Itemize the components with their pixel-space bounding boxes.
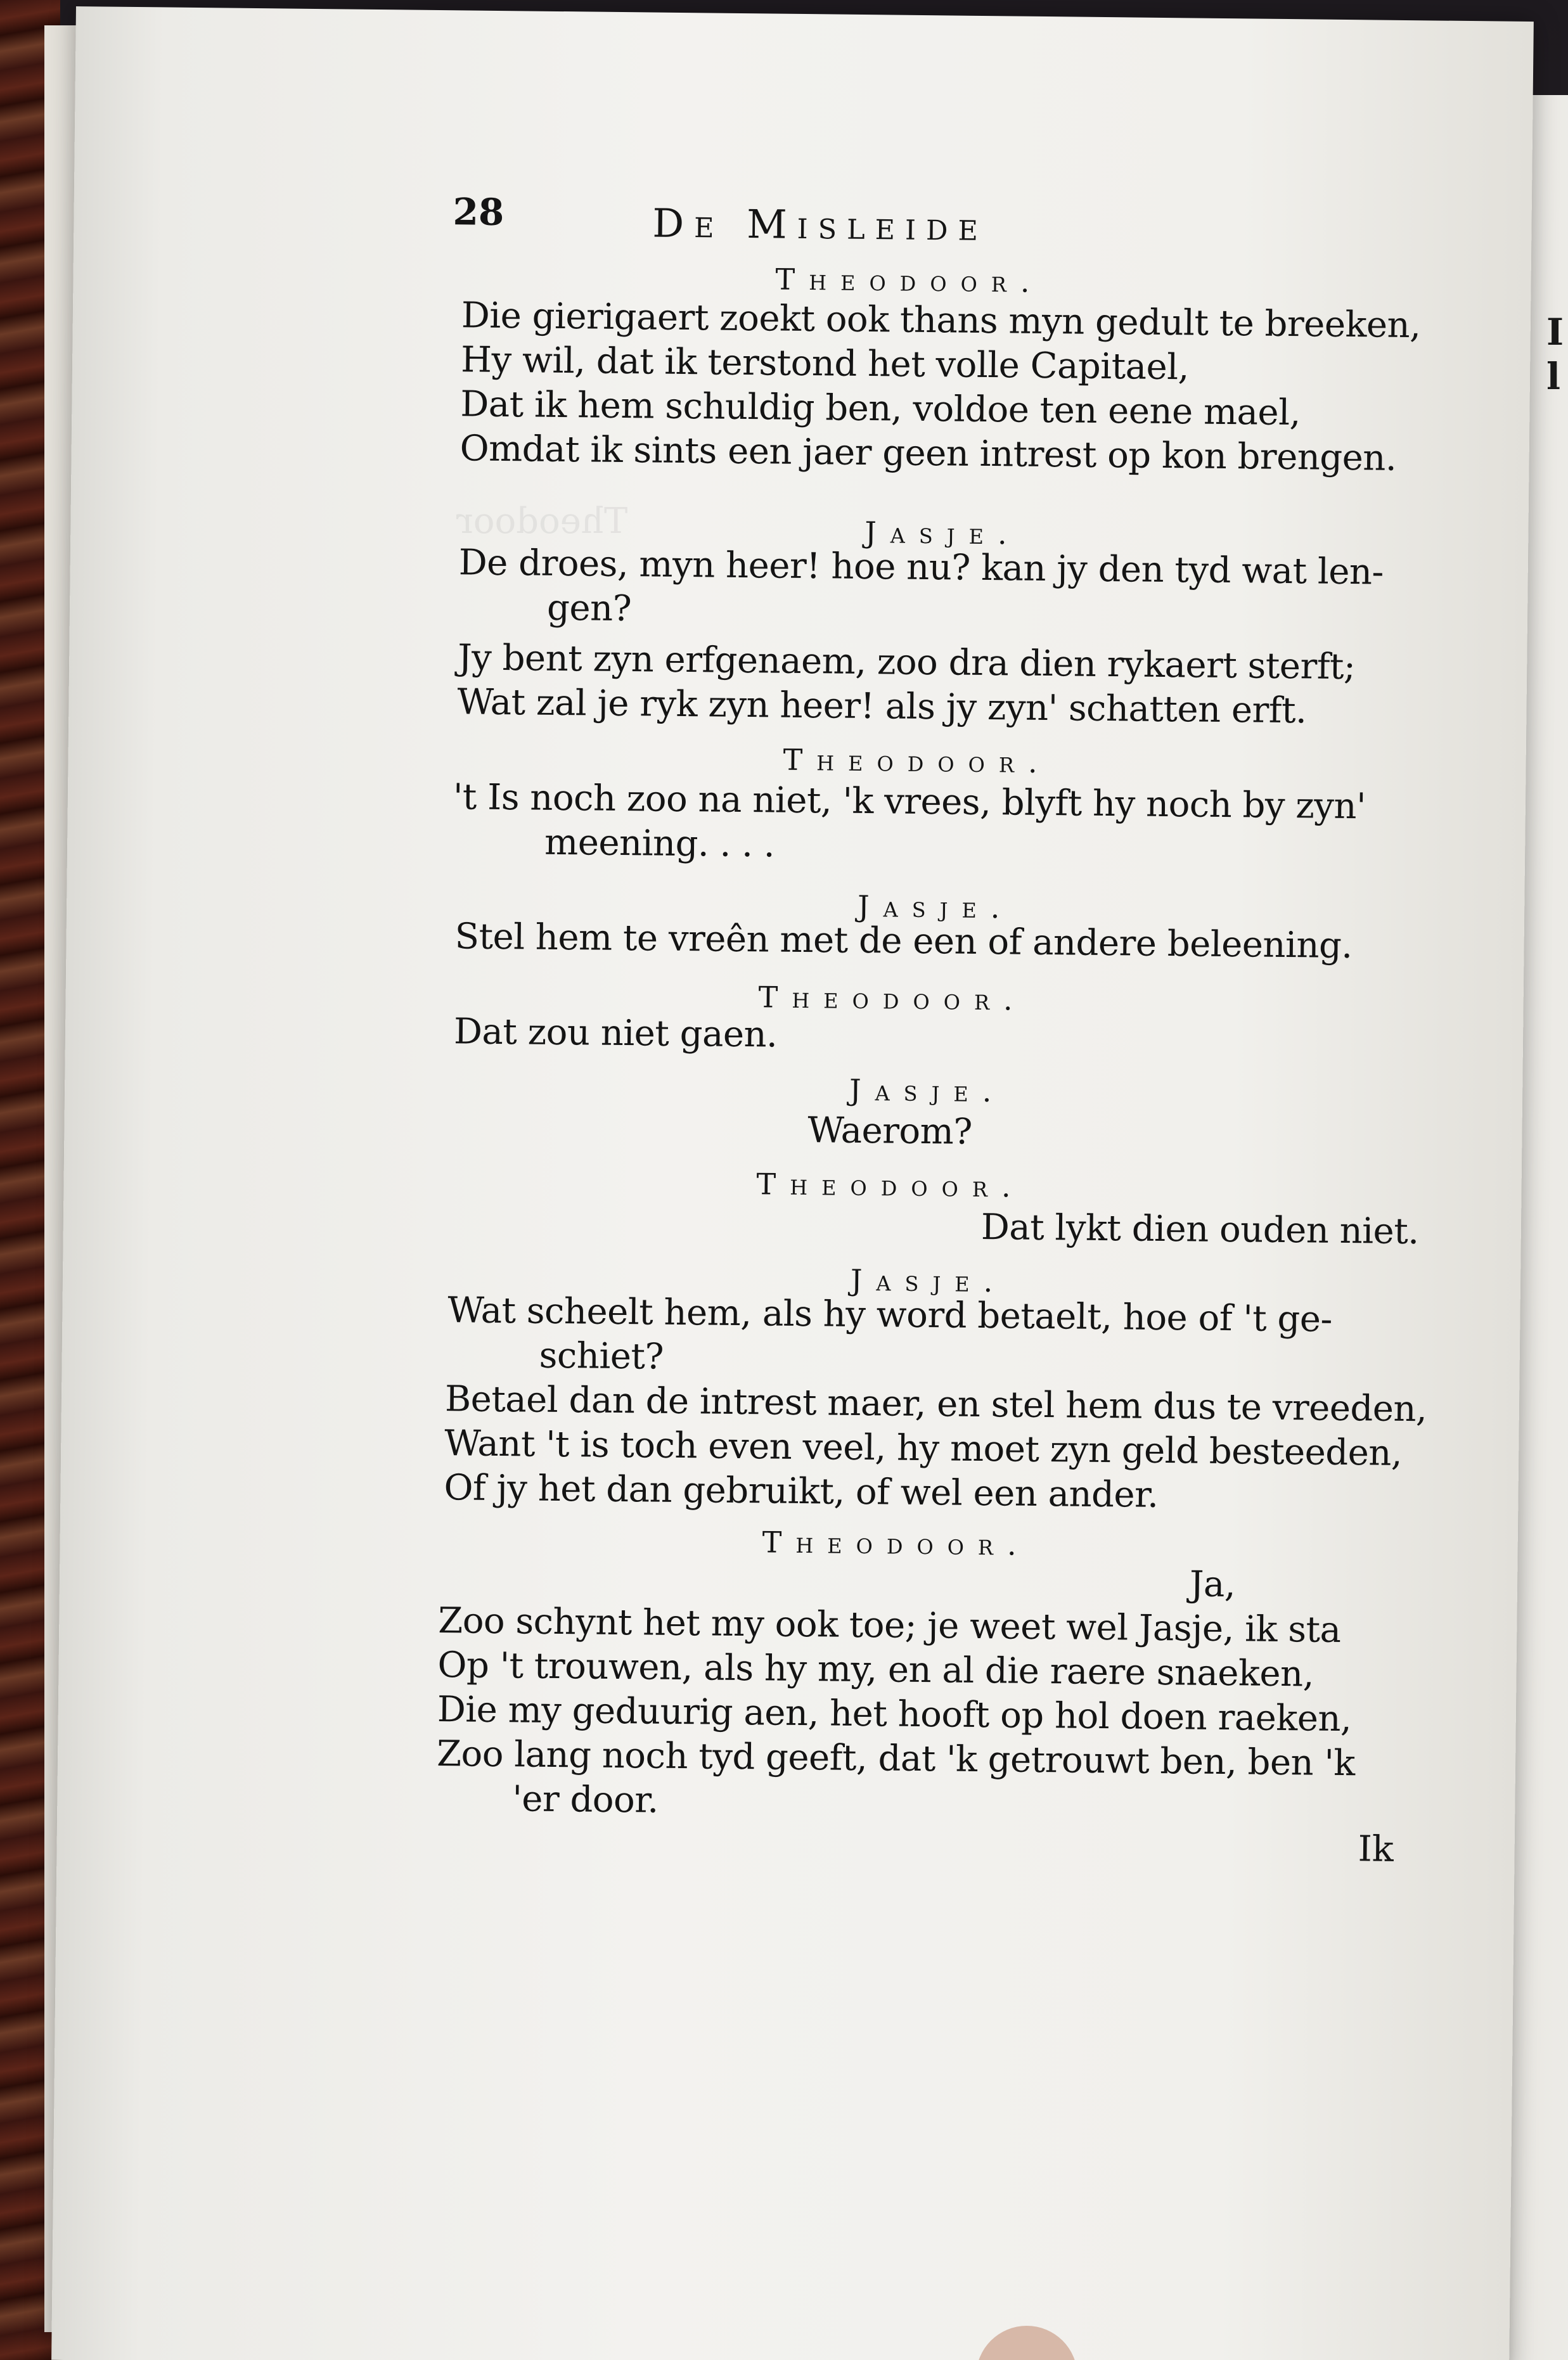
verse-line: Hy wil, dat ik terstond het volle Capitael,	[460, 339, 1190, 388]
verse-line: Ja,	[1189, 1563, 1236, 1606]
verse-line: Dat ik hem schuldig ben, voldoe ten eene mael,	[460, 383, 1301, 434]
verse-line: 'er door.	[512, 1778, 659, 1821]
verse-line: Die my geduurig aen, het hooft op hol doen raeken,	[437, 1689, 1352, 1740]
facing-page-fragment: l	[1546, 355, 1561, 398]
verse-line: Zoo lang noch tyd geeft, dat 'k getrouwt ben, ben 'k	[436, 1733, 1356, 1785]
speaker-name: Jasje.	[857, 888, 1014, 925]
speaker-name: Theodoor.	[762, 1525, 1031, 1562]
verse-line: Wat scheelt hem, als hy word betaelt, hoe of 't ge-	[447, 1290, 1333, 1340]
verse-line: Die gierigaert zoekt ook thans myn gedult te breeken,	[461, 295, 1421, 347]
verse-line: Dat lykt dien ouden niet.	[980, 1206, 1419, 1253]
verse-line: Op 't trouwen, als hy my, en al die raere snaeken,	[437, 1645, 1314, 1695]
verse-line: Stel hem te vreên met de een of andere beleening.	[454, 916, 1353, 967]
page-number: 28	[453, 190, 504, 234]
verse-line: meening. . . .	[544, 821, 775, 866]
show-through-text: Theodoor	[456, 501, 628, 542]
verse-line: gen?	[546, 587, 632, 630]
verse-line: Omdat ik sints een jaer geen intrest op kon brengen.	[459, 428, 1397, 479]
speaker-name: Jasje.	[850, 1262, 1007, 1299]
verse-line: Dat zou niet gaen.	[453, 1011, 778, 1056]
catchword: Ik	[1358, 1828, 1394, 1870]
verse-line: 't Is noch zoo na niet, 'k vrees, blyft hy noch by zyn'	[453, 776, 1366, 828]
speaker-name: Theodoor.	[756, 1167, 1025, 1204]
verse-line: De droes, myn heer! hoe nu? kan jy den tyd wat len-	[458, 542, 1384, 593]
speaker-name: Theodoor.	[775, 262, 1044, 299]
running-title: De Misleide	[652, 200, 989, 250]
speaker-name: Theodoor.	[758, 980, 1027, 1017]
verse-line: Waerom?	[807, 1110, 973, 1153]
verse-line: schiet?	[539, 1335, 664, 1378]
speaker-name: Theodoor.	[783, 742, 1051, 780]
speaker-name: Jasje.	[864, 515, 1021, 551]
facing-page-fragment: I	[1546, 311, 1564, 354]
verse-line: Zoo schynt het my ook toe; je weet wel Jasje, ik sta	[438, 1600, 1341, 1651]
verse-line: Betael dan de intrest maer, en stel hem dus te vreeden,	[444, 1378, 1427, 1430]
verse-line: Wat zal je ryk zyn heer! als jy zyn' schatten erft.	[457, 681, 1307, 732]
verse-line: Of jy het dan gebruikt, of wel een ander.	[444, 1467, 1159, 1516]
verse-line: Want 't is toch even veel, hy moet zyn geld besteeden,	[444, 1423, 1403, 1474]
verse-line: Jy bent zyn erfgenaem, zoo dra dien rykaert sterft;	[457, 637, 1356, 688]
speaker-name: Jasje.	[849, 1072, 1006, 1109]
